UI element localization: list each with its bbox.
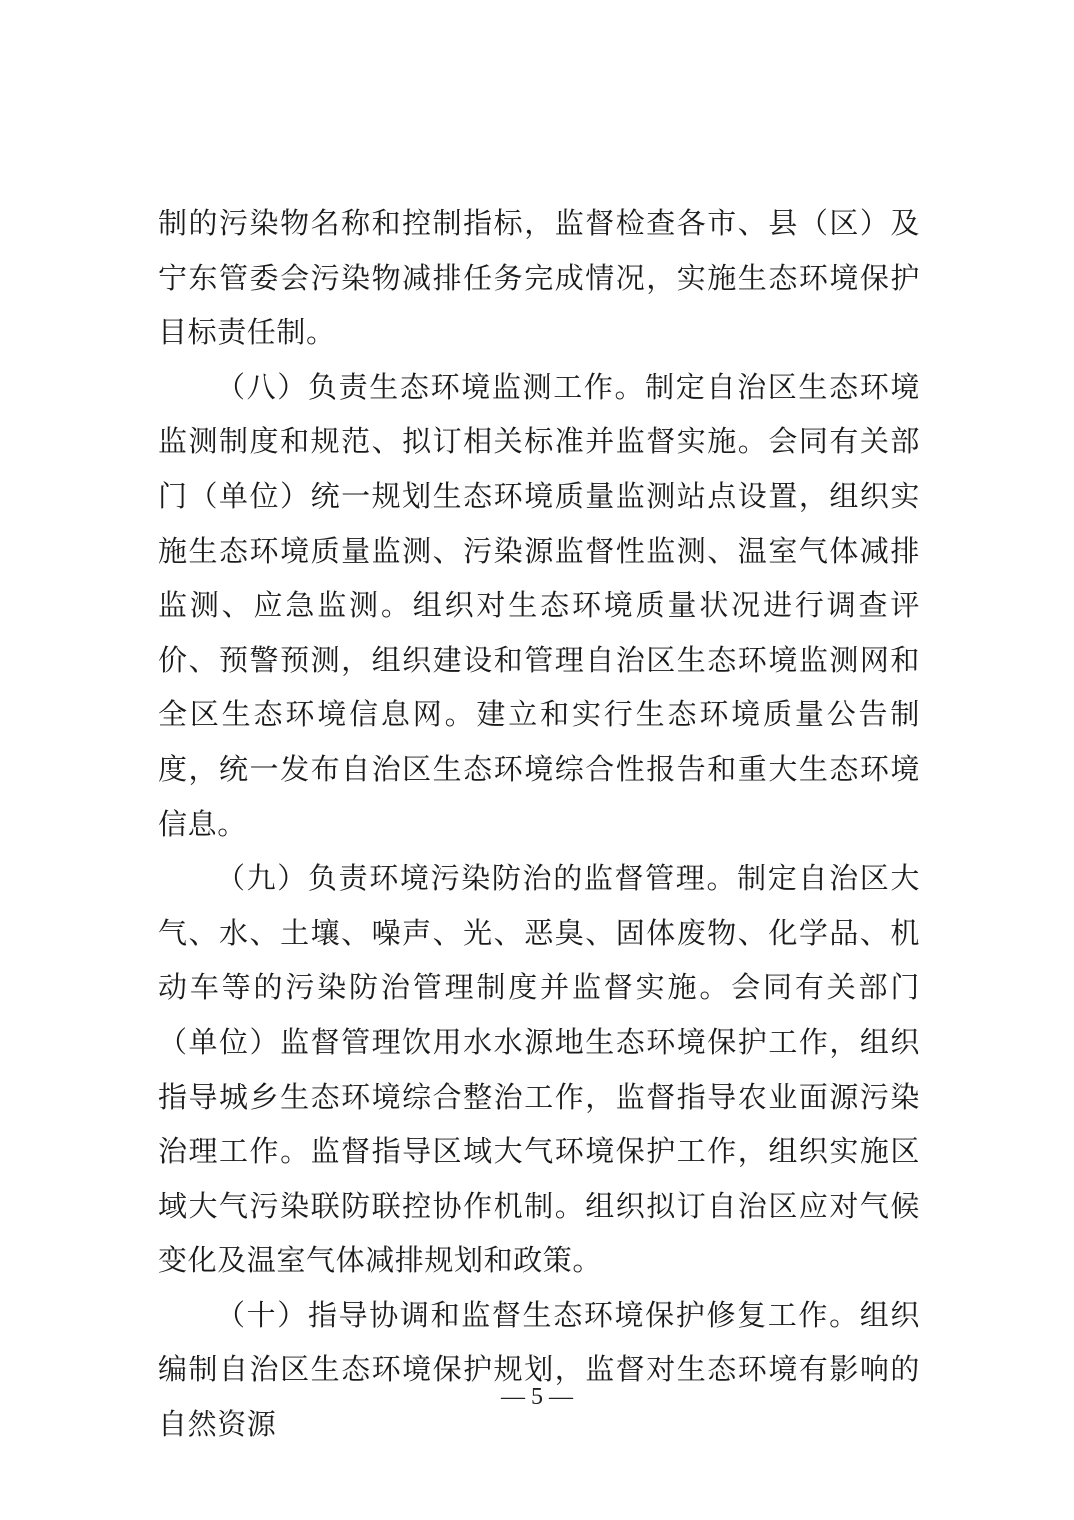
paragraph-continuation: 制的污染物名称和控制指标，监督检查各市、县（区）及宁东管委会污染物减排任务完成情况，实施生态环境保护目标责任制。: [158, 206, 920, 350]
document-body: [158, 196, 920, 1452]
paragraph-item-10: （十）指导协调和监督生态环境保护修复工作。组织编制自治区生态环境保护规划，监督对生态环境有影响的自然资源: [158, 1297, 920, 1442]
paragraph-item-9: （九）负责环境污染防治的监督管理。制定自治区大气、水、土壤、噪声、光、恶臭、固体废物、化学品、机动车等的污染防治管理制度并监督实施。会同有关部门（单位）监督管理饮用水水源地生态环境保护工作，组织指导城乡生态环境综合整治工作，监督指导农业面源污染治理工作。监督指导区域大气环境保护工作，组织实施区域大气污染联防联控协作机制。组织拟订自治区应对气候变化及温室气体减排规划和政策。: [158, 861, 920, 1278]
page-number: — 5 —: [501, 1384, 573, 1410]
paragraph-item-8: （八）负责生态环境监测工作。制定自治区生态环境监测制度和规范、拟订相关标准并监督实施。会同有关部门（单位）统一规划生态环境质量监测站点设置，组织实施生态环境质量监测、污染源监督性监测、温室气体减排监测、应急监测。组织对生态环境质量状况进行调查评价、预警预测，组织建设和管理自治区生态环境监测网和全区生态环境信息网。建立和实行生态环境质量公告制度，统一发布自治区生态环境综合性报告和重大生态环境信息。: [158, 369, 920, 841]
